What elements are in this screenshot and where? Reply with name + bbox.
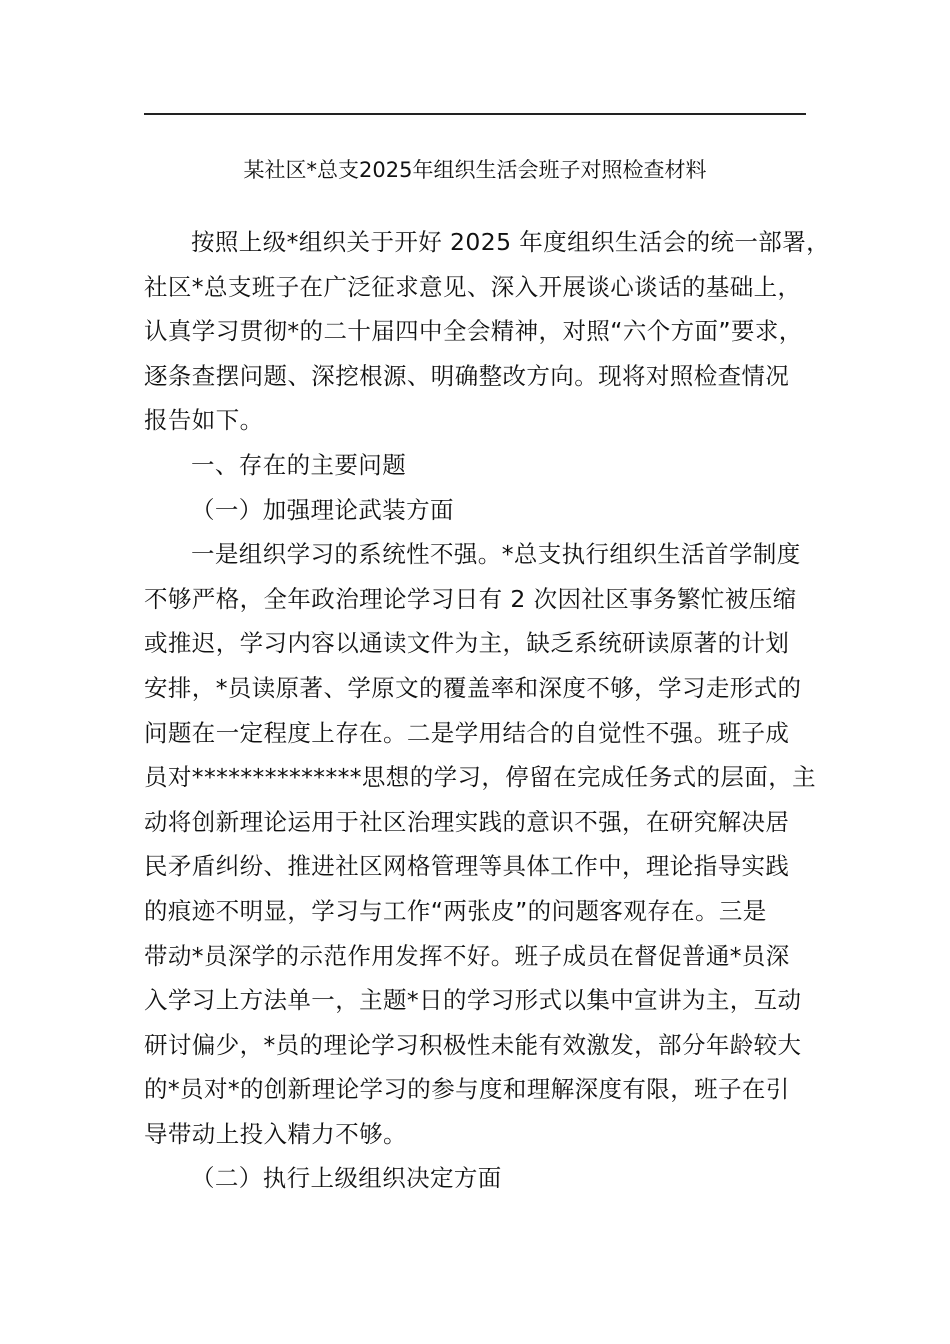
intro-line: 报告如下。 — [144, 406, 264, 435]
paragraph-line: 一是组织学习的系统性不强。*总支执行组织生活首学制度 — [191, 540, 801, 569]
paragraph-line: 或推迟，学习内容以通读文件为主，缺乏系统研读原著的计划 — [144, 629, 790, 658]
paragraph-line: 员对**************思想的学习，停留在完成任务式的层面，主 — [144, 763, 816, 792]
intro-paragraph — [144, 220, 830, 443]
intro-line: 社区*总支班子在广泛征求意见、深入开展谈心谈话的基础上， — [144, 272, 802, 301]
subsection-paragraph — [144, 532, 814, 1156]
section-heading: 一、存在的主要问题 — [191, 450, 407, 479]
paragraph-line: 研讨偏少，*员的理论学习积极性未能有效激发，部分年龄较大 — [144, 1030, 802, 1059]
document-body — [144, 220, 830, 1201]
intro-line: 逐条查摆问题、深挖根源、明确整改方向。现将对照检查情况 — [144, 361, 790, 390]
intro-line: 按照上级*组织关于开好 2025 年度组织生活会的统一部署， — [191, 228, 830, 256]
document-title: 某社区*总支2025年组织生活会班子对照检查材料 — [243, 158, 707, 182]
paragraph-line: 的*员对*的创新理论学习的参与度和理解深度有限，班子在引 — [144, 1075, 790, 1104]
paragraph-line: 导带动上投入精力不够。 — [144, 1119, 407, 1148]
paragraph-line: 的痕迹不明显，学习与工作“两张皮”的问题客观存在。三是 — [144, 896, 767, 925]
header-rule — [144, 113, 806, 115]
paragraph-line: 动将创新理论运用于社区治理实践的意识不强，在研究解决居 — [144, 807, 790, 836]
subsection-heading: （二）执行上级组织决定方面 — [191, 1164, 502, 1193]
paragraph-line: 民矛盾纠纷、推进社区网格管理等具体工作中，理论指导实践 — [144, 852, 790, 881]
intro-line: 认真学习贯彻*的二十届四中全会精神，对照“六个方面”要求， — [144, 317, 803, 346]
paragraph-line: 带动*员深学的示范作用发挥不好。班子成员在督促普通*员深 — [144, 941, 790, 970]
paragraph-line: 不够严格，全年政治理论学习日有 2 次因社区事务繁忙被压缩 — [144, 584, 797, 613]
paragraph-line: 安排，*员读原著、学原文的覆盖率和深度不够，学习走形式的 — [144, 673, 802, 702]
subsection-heading: （一）加强理论武装方面 — [191, 495, 454, 524]
paragraph-line: 问题在一定程度上存在。二是学用结合的自觉性不强。班子成 — [144, 718, 790, 747]
paragraph-line: 入学习上方法单一，主题*日的学习形式以集中宣讲为主，互动 — [144, 986, 802, 1015]
